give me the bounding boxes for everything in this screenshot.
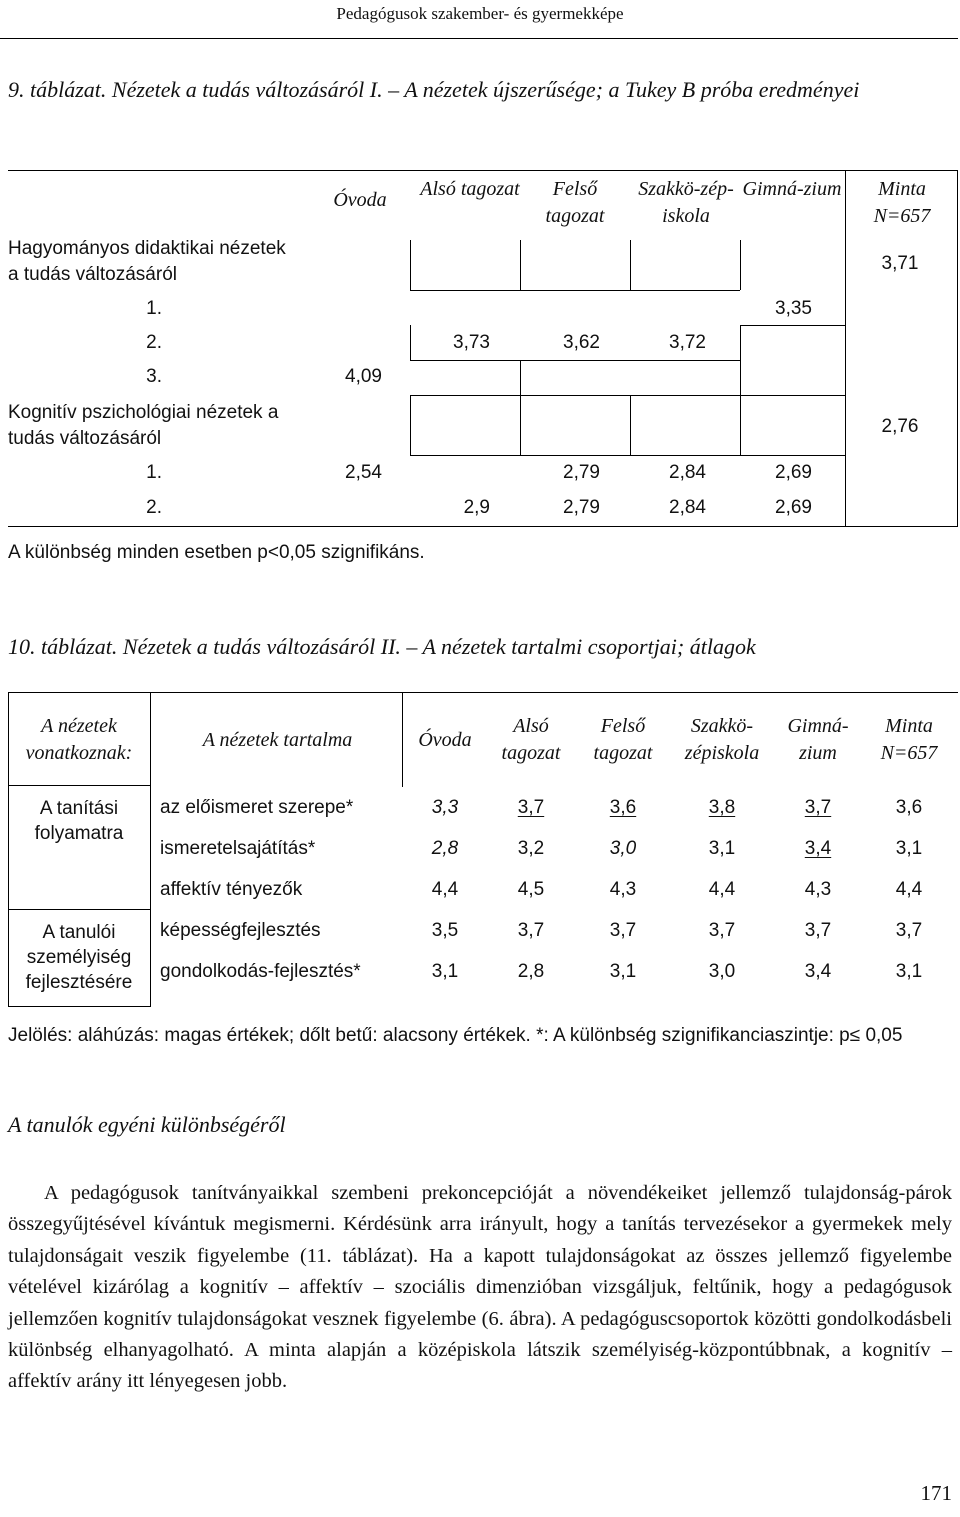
t9-g2-row2-gimn: 2,69 [775, 497, 812, 518]
t9-note: A különbség minden esetben p<0,05 szignifikáns. [8, 542, 425, 563]
t10-cell: 3,7 [804, 797, 832, 818]
section-title: A tanulók egyéni különbségéről [8, 1112, 286, 1137]
t9-header-minta: Minta N=657 [873, 178, 931, 227]
t10-cell: 4,5 [517, 879, 545, 900]
t9-group2-label: Kognitív pszichológiai nézetek a tudás változásáról [8, 402, 279, 449]
t9-header-ovoda: Óvoda [333, 189, 387, 211]
t10-header-vonatkoznak: A nézetek vonatkoznak: [25, 715, 133, 764]
t10-cell: 3,7 [609, 920, 637, 941]
t9-g1-row2-szakkozep: 3,72 [669, 332, 706, 353]
t10-cell: 3,1 [708, 838, 736, 859]
t10-cell: 3,1 [895, 838, 923, 859]
t10-cell: 3,4 [804, 961, 832, 982]
t9-header-felso: Felső tagozat [545, 178, 605, 227]
t10-cell: 3,7 [804, 920, 832, 941]
t9-g1-row3-n: 3. [146, 366, 162, 387]
t10-cell: 3,3 [431, 797, 459, 818]
t10-cell: 3,1 [895, 961, 923, 982]
t9-g2-row1-ovoda: 2,54 [345, 462, 382, 483]
t10-group1-label: A tanítási folyamatra [34, 798, 124, 844]
header-rule [0, 38, 958, 39]
t10-group2-label: A tanulói személyiség fejlesztésére [25, 922, 133, 993]
t10-cell: 3,8 [708, 797, 736, 818]
t10-cell: 3,6 [609, 797, 637, 818]
t9-header-szakkozep: Szakkö-zép-iskola [638, 178, 734, 227]
t10-cell: 3,0 [708, 961, 736, 982]
t10-legend: Jelölés: aláhúzás: magas értékek; dőlt betű: alacsony értékek. *: A különbség szignifikanciaszintje: p≤ 0,05 [8, 1025, 903, 1046]
t10-cell: 3,4 [804, 838, 832, 859]
table10-caption: 10. táblázat. Nézetek a tudás változásáról II. – A nézetek tartalmi csoportjai; átlagok [8, 634, 756, 659]
t10-row-label: képességfejlesztés [160, 920, 321, 941]
table9-caption: 9. táblázat. Nézetek a tudás változásáról I. – A nézetek újszerűsége; a Tukey B próba eredményei [8, 77, 860, 102]
t9-g2-row2-felso: 2,79 [563, 497, 600, 518]
t9-g1-row2-n: 2. [146, 332, 162, 353]
t9-g1-row2-felso: 3,62 [563, 332, 600, 353]
t10-cell: 3,7 [895, 920, 923, 941]
body-paragraph: A pedagógusok tanítványaikkal szembeni prekoncepcióját a növendékeiket jellemző tulajdonság-párok összegyűjtésével kívántuk megismerni. Kérdésünk arra irányult, hogy a tanítás tervezésekor a gyermekek mely tulajdonságait veszik figyelembe (11. táblázat). Ha a kapott tulajdonságokat az összes jellemző figyelembe vételével kizárólag a kognitív – affektív – szociális dimenzióban vizsgáljuk, feltűnik, hogy a pedagógusok jellemzően kognitív tulajdonságokat vesznek figyelembe (6. ábra). A pedagóguscsoportok közötti gondolkodásbeli különbség elhanyagolható. A minta alapján a középiskola látszik személyiség-központúbbnak, a kognitív – affektív arány itt lényegesen jobb. [8, 1182, 952, 1393]
t10-cell: 4,4 [431, 879, 459, 900]
t9-header-also: Alsó tagozat [420, 178, 520, 200]
t10-cell: 3,7 [708, 920, 736, 941]
t10-header-also: Alsó tagozat [501, 715, 561, 764]
running-header: Pedagógusok szakember- és gyermekképe [336, 4, 624, 23]
t10-cell: 4,3 [609, 879, 637, 900]
t10-cell: 3,5 [431, 920, 459, 941]
t10-header-ovoda: Óvoda [418, 729, 472, 751]
t10-header-gimnazium: Gimná-zium [787, 715, 849, 764]
t9-g1-row1-n: 1. [146, 298, 162, 319]
t10-cell: 4,4 [895, 879, 923, 900]
t9-g2-row1-n: 1. [146, 462, 162, 483]
t10-cell: 3,1 [431, 961, 459, 982]
t9-group1-label: Hagyományos didaktikai nézetek a tudás változásáról [8, 238, 286, 285]
t9-g2-row1-gimn: 2,69 [775, 462, 812, 483]
t10-cell: 4,4 [708, 879, 736, 900]
t10-cell: 3,6 [895, 797, 923, 818]
t9-g2-row2-n: 2. [146, 497, 162, 518]
t10-cell: 2,8 [431, 838, 459, 859]
t10-header-minta: Minta N=657 [880, 715, 938, 764]
t10-cell: 3,7 [517, 920, 545, 941]
t9-g2-row1-felso: 2,79 [563, 462, 600, 483]
page-number: 171 [920, 1481, 952, 1505]
t9-g1-row3-ovoda: 4,09 [345, 366, 382, 387]
t9-g2-row2-szakkozep: 2,84 [669, 497, 706, 518]
t10-cell: 4,3 [804, 879, 832, 900]
t10-header-szakkozep: Szakkö-zépiskola [684, 715, 760, 764]
t9-g2-row1-szakkozep: 2,84 [669, 462, 706, 483]
t10-cell: 3,0 [609, 838, 637, 859]
t10-row-label: az előismeret szerepe* [160, 797, 354, 818]
t10-header-tartalma: A nézetek tartalma [202, 729, 353, 751]
t9-g1-row1-gimn: 3,35 [775, 298, 812, 319]
t10-cell: 3,7 [517, 797, 545, 818]
t10-row-label: ismeretelsajátítás* [160, 838, 316, 859]
t9-g1-row2-also: 3,73 [453, 332, 490, 353]
t9-group1-minta: 3,71 [881, 253, 919, 274]
t9-g2-row2-also: 2,9 [463, 497, 490, 518]
t10-cell: 3,1 [609, 961, 637, 982]
t10-cell: 3,2 [517, 838, 545, 859]
t10-header-felso: Felső tagozat [593, 715, 653, 764]
t9-header-gimnazium: Gimná-zium [742, 178, 842, 200]
t10-cell: 2,8 [517, 961, 545, 982]
t9-group2-minta: 2,76 [881, 416, 919, 437]
t10-row-label: affektív tényezők [160, 879, 303, 900]
t10-row-label: gondolkodás-fejlesztés* [160, 961, 361, 982]
